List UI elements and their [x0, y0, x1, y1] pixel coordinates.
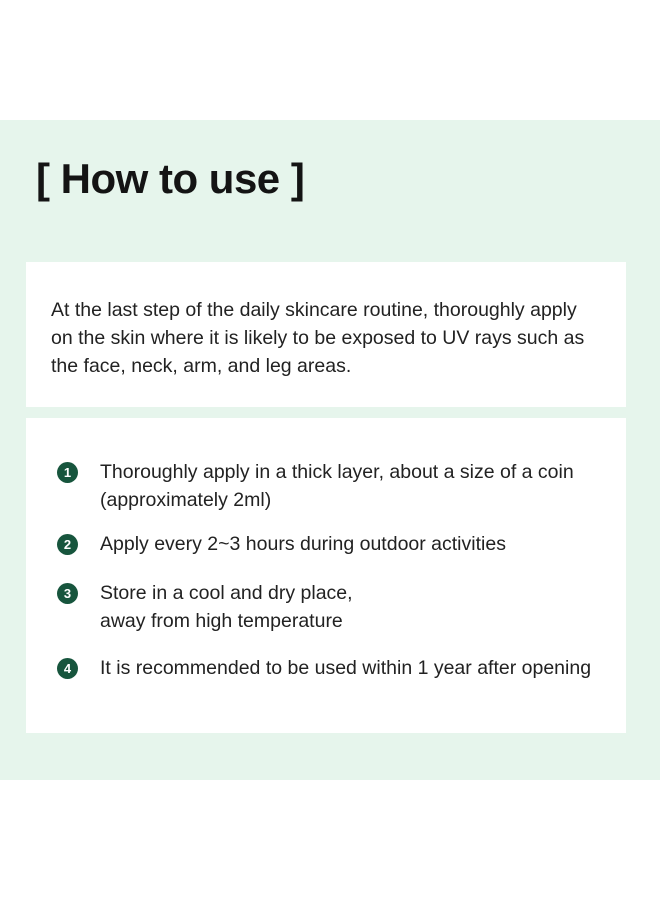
step-text: Store in a cool and dry place, away from high temperature [100, 582, 353, 632]
list-item [57, 458, 612, 514]
step-number-badge: 2 [57, 534, 78, 555]
step-number-badge: 4 [57, 658, 78, 679]
step-number-badge: 3 [57, 583, 78, 604]
intro-card [26, 262, 626, 407]
list-item [57, 579, 612, 635]
step-text: Apply every 2~3 hours during outdoor activities [100, 533, 506, 555]
step-list [57, 458, 612, 682]
step-text: It is recommended to be used within 1 year after opening [100, 657, 592, 679]
list-item [57, 654, 612, 682]
step-text: Thoroughly apply in a thick layer, about a size of a coin (approximately 2ml) [100, 461, 574, 511]
steps-card [26, 418, 626, 733]
list-item [57, 530, 612, 558]
step-number-badge: 1 [57, 462, 78, 483]
intro-text: At the last step of the daily skincare routine, thoroughly apply on the skin where it is likely to be exposed to UV rays such as the face, neck, arm, and leg areas. [51, 299, 585, 377]
page-title: [ How to use ] [36, 155, 305, 202]
